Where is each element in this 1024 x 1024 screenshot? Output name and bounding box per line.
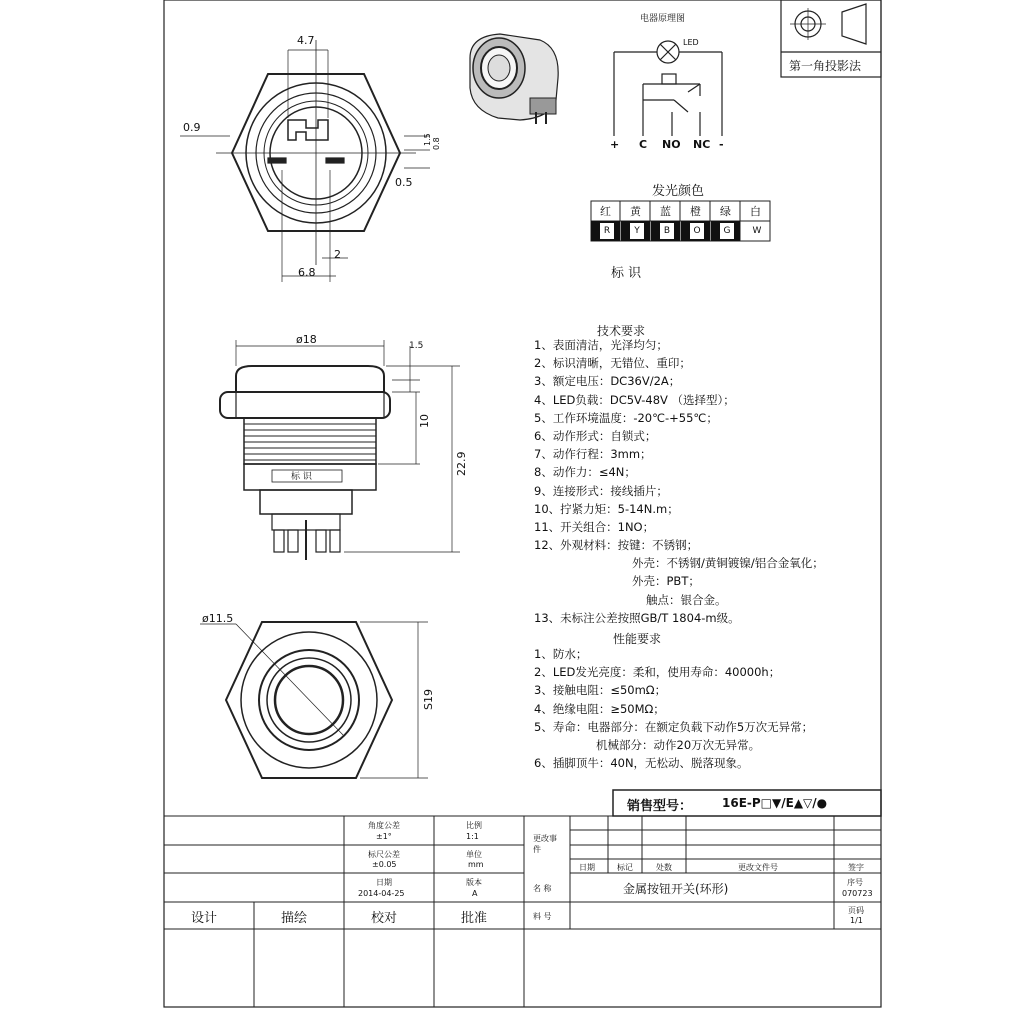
serial-value: 070723: [842, 889, 873, 898]
perf-list: [534, 645, 813, 772]
marking-label: 标 识: [611, 266, 642, 281]
terminal-nc: NC: [693, 138, 711, 151]
tech-title: 技术要求: [597, 324, 646, 338]
color-name-red: 红: [600, 205, 611, 218]
tech-item: 4、LED负载：DC5V-48V （选择型）；: [534, 392, 735, 407]
sign-check: 校对: [371, 911, 398, 926]
perf-item: 1、防水；: [534, 647, 588, 661]
scale-label: 比例: [466, 821, 482, 830]
dim-dia18: ø18: [296, 333, 317, 346]
dim-68: 6.8: [298, 266, 316, 279]
tech-item: 8、动作力：≤4N；: [534, 465, 636, 480]
dim-left-small: 0.9: [183, 121, 201, 134]
dim-right-small-b: 0.8: [432, 137, 441, 150]
change-col-sign: 签字: [848, 863, 864, 872]
model-label: 销售型号：: [627, 799, 693, 814]
version-value: A: [472, 889, 478, 898]
color-table-title: 发光颜色: [652, 184, 705, 199]
tech-item: 12、外观材料：按键：不锈钢；: [534, 538, 699, 553]
circuit-title: 电器原理图: [640, 14, 686, 24]
tech-item: 6、动作形式：自锁式；: [534, 428, 657, 443]
part-label: 料 号: [533, 912, 552, 921]
model-value: 16E-P□▼/E▲▽/●: [722, 796, 828, 810]
page-value: 1/1: [850, 916, 863, 925]
side-marking: 标 识: [291, 472, 312, 482]
color-name-white: 白: [750, 205, 761, 218]
perf-item: 机械部分：动作20万次无异常。: [596, 737, 761, 752]
date-value: 2014-04-25: [358, 889, 405, 898]
product-name: 金属按钮开关(环形): [623, 882, 729, 896]
tech-item: 触点：银合金。: [646, 592, 727, 607]
sign-approve: 批准: [461, 911, 488, 926]
dim-tol-value: ±0.05: [372, 860, 397, 869]
dim-tol-label: 标尺公差: [368, 850, 400, 859]
terminal-c: C: [639, 138, 648, 151]
product-image: [470, 34, 558, 124]
tech-item: 10、拧紧力矩：5-14N.m；: [534, 501, 679, 516]
color-name-green: 绿: [720, 205, 731, 218]
tech-item: 5、工作环境温度：-20℃-+55℃；: [534, 410, 718, 425]
color-code-y: Y: [630, 223, 644, 239]
unit-label: 单位: [466, 850, 482, 859]
color-name-yellow: 黄: [630, 205, 641, 218]
color-name-orange: 橙: [690, 205, 701, 218]
unit-value: mm: [468, 860, 484, 869]
tech-item: 7、动作行程：3mm；: [534, 447, 652, 462]
terminal-minus: -: [719, 138, 724, 151]
color-code-w: W: [750, 223, 764, 239]
perf-item: 3、接触电阻：≤50mΩ；: [534, 683, 667, 698]
change-col-mark: 标记: [617, 863, 633, 872]
page-label: 页码: [848, 906, 864, 915]
tech-item: 3、额定电压：DC36V/2A；: [534, 374, 681, 389]
sign-design: 设计: [191, 911, 218, 926]
dim-15: 1.5: [409, 341, 424, 351]
color-code-g: G: [720, 223, 734, 239]
side-view: [220, 340, 460, 560]
terminal-plus: +: [610, 138, 620, 151]
version-label: 版本: [466, 878, 482, 887]
circuit-diagram: [614, 41, 722, 136]
tech-item: 外壳：不锈钢/黄铜镀镍/铝合金氧化；: [632, 556, 824, 571]
title-block-grid: [164, 816, 881, 1007]
dim-right-small-a: 1.5: [423, 133, 432, 146]
terminal-no: NO: [662, 138, 681, 151]
dim-dia115: ø11.5: [202, 612, 234, 625]
dim-s19: S19: [422, 689, 435, 710]
dim-top-width: 4.7: [297, 34, 315, 47]
change-col-date: 日期: [579, 863, 595, 872]
front-view: [200, 622, 428, 778]
color-table: [591, 201, 770, 241]
tech-list: [534, 336, 824, 627]
tech-item: 2、标识清晰，无错位、重印；: [534, 356, 691, 371]
tech-item: 9、连接形式：接线插片；: [534, 483, 668, 498]
color-name-blue: 蓝: [660, 205, 671, 218]
tech-item: 外壳：PBT；: [632, 574, 700, 589]
tech-item: 13、未标注公差按照GB/T 1804-m级。: [534, 610, 740, 625]
led-label: LED: [683, 38, 699, 47]
dim-2: 2: [334, 248, 341, 261]
date-label: 日期: [376, 878, 392, 887]
serial-label: 序号: [847, 878, 863, 887]
projection-label: 第一角投影法: [789, 59, 862, 73]
tech-item: 1、表面清洁，光泽均匀；: [534, 338, 668, 352]
change-col-count: 处数: [656, 863, 672, 872]
perf-item: 2、LED发光亮度：柔和，使用寿命：40000h；: [534, 665, 781, 680]
change-label: 更改事件: [533, 834, 557, 854]
perf-item: 5、寿命：电器部分：在额定负载下动作5万次无异常；: [534, 719, 814, 734]
tech-item: 11、开关组合：1NO；: [534, 519, 655, 534]
name-label: 名 称: [533, 884, 552, 893]
color-code-r: R: [600, 223, 614, 239]
dim-right-05: 0.5: [395, 176, 413, 189]
angle-tol-label: 角度公差: [368, 821, 400, 830]
dim-10: 10: [418, 414, 431, 428]
color-code-o: O: [690, 223, 704, 239]
sign-draw: 描绘: [281, 911, 308, 926]
top-view: [180, 40, 430, 282]
perf-title: 性能要求: [613, 632, 662, 646]
color-code-b: B: [660, 223, 674, 239]
dim-229: 22.9: [455, 451, 468, 476]
scale-value: 1:1: [466, 832, 479, 841]
perf-item: 4、绝缘电阻：≥50MΩ；: [534, 701, 665, 716]
change-col-file: 更改文件号: [738, 863, 778, 872]
angle-tol-value: ±1°: [376, 832, 392, 841]
perf-item: 6、插脚顶牛：40N，无松动、脱落现象。: [534, 756, 749, 771]
